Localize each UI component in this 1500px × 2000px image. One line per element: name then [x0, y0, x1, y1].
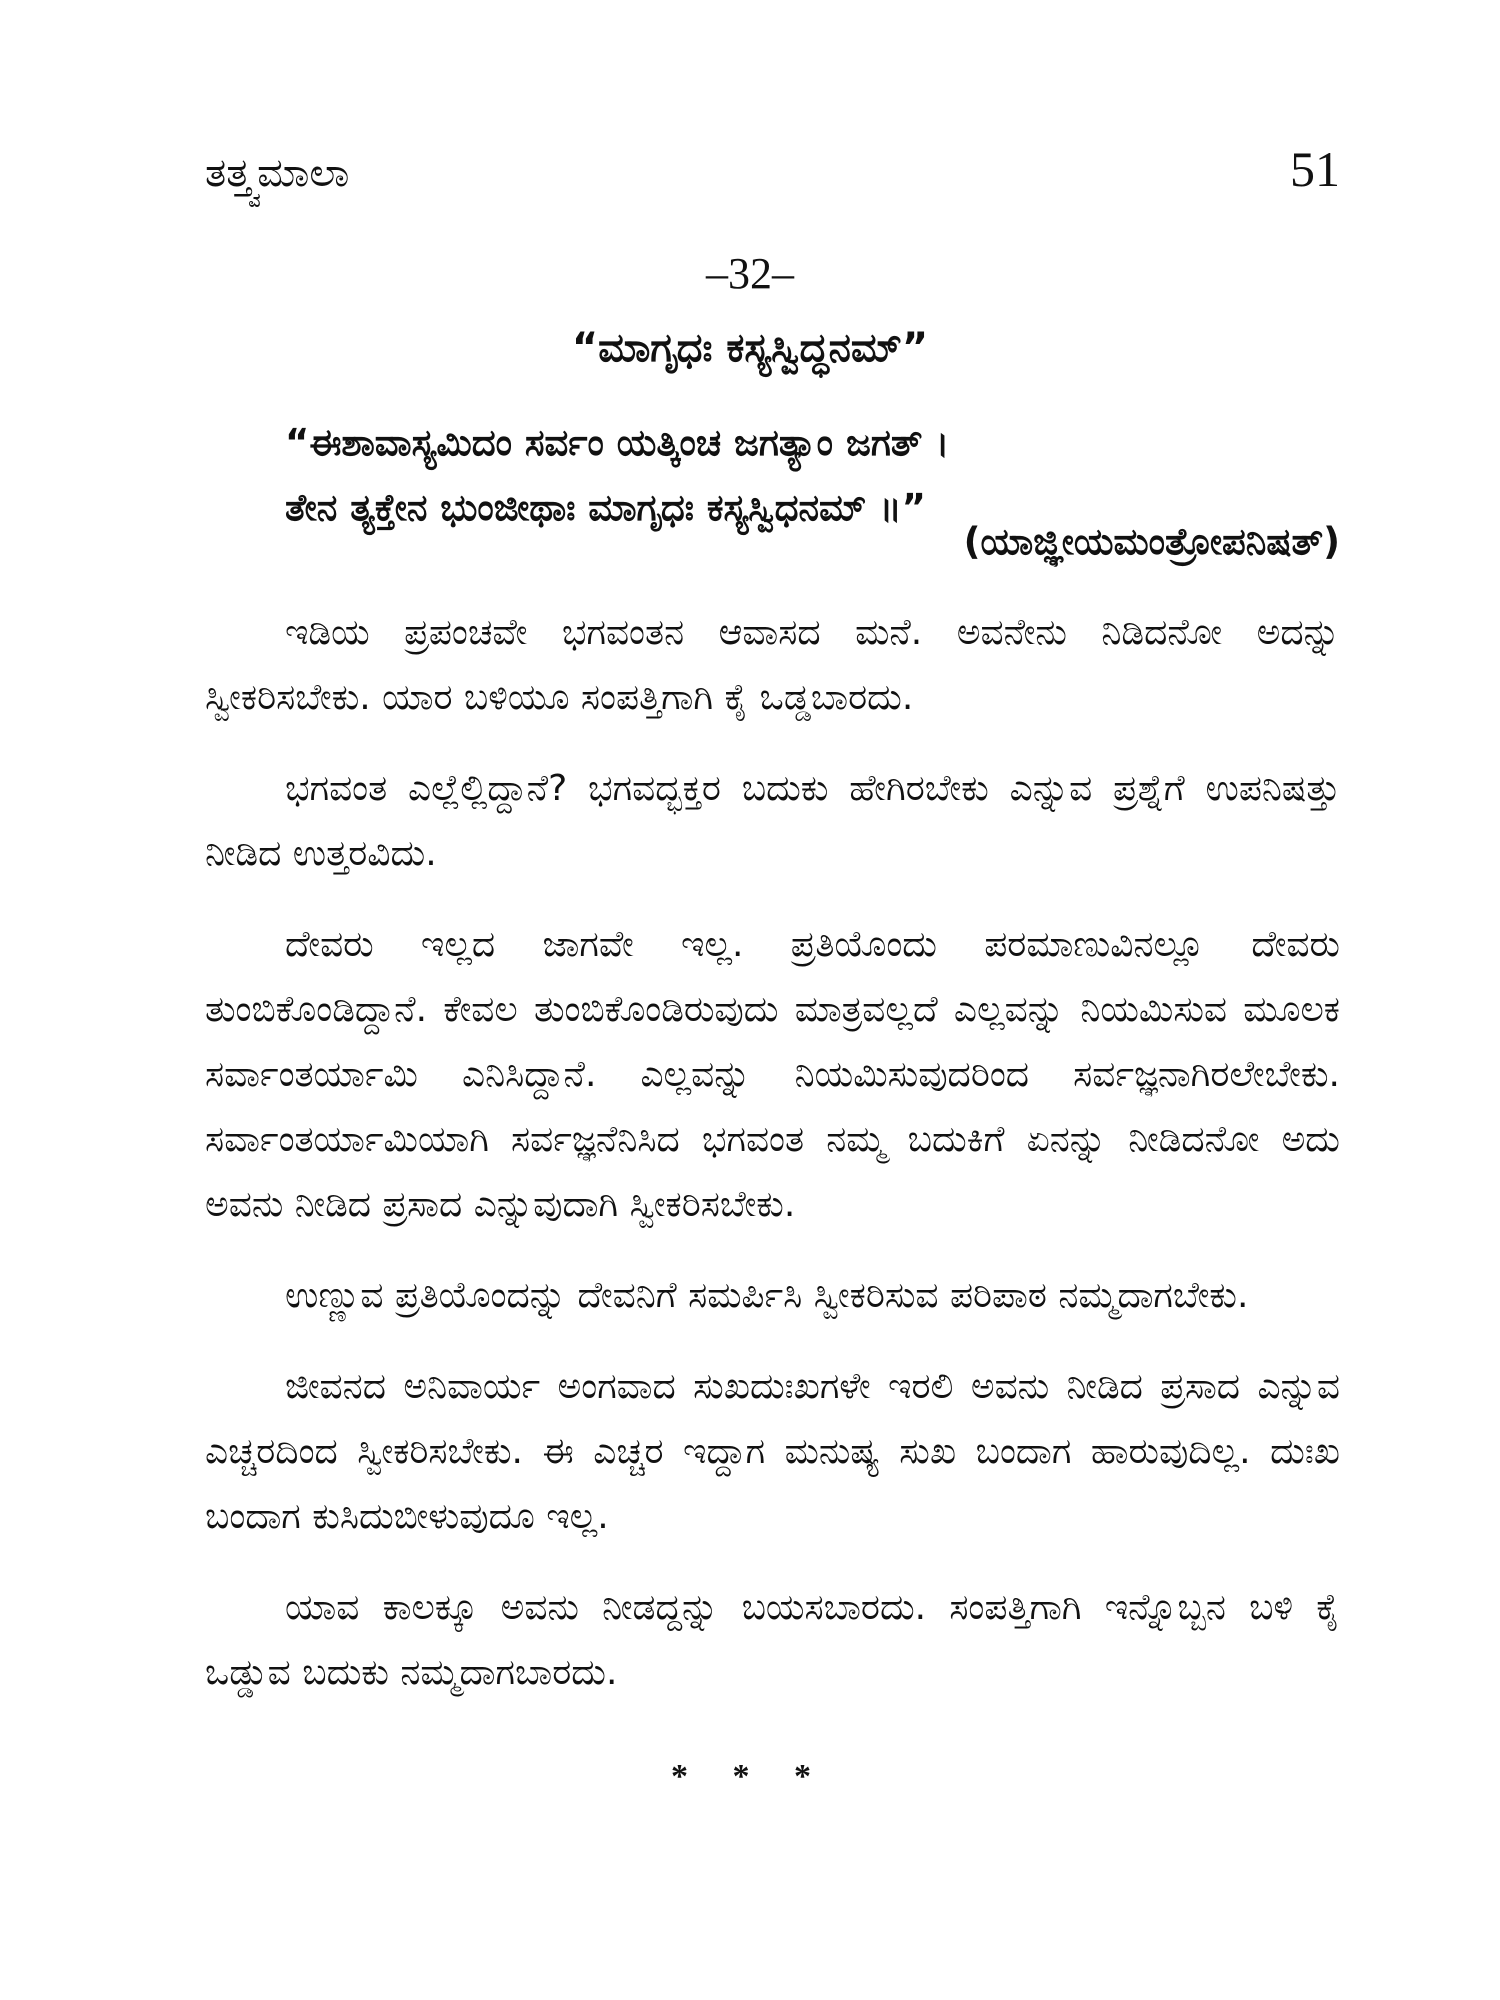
- verse-line-2: ತೇನ ತ್ಯಕ್ತೇನ ಭುಂಜೀಥಾಃ ಮಾಗೃಧಃ ಕಸ್ಯಸ್ವಿಧನಮ್ ॥”: [285, 486, 926, 529]
- paragraph: ಯಾವ ಕಾಲಕ್ಕೂ ಅವನು ನೀಡದ್ದನ್ನು ಬಯಸಬಾರದು. ಸಂಪತ್ತಿಗಾಗಿ ಇನ್ನೊಬ್ಬನ ಬಳಿ ಕೈ ಒಡ್ಡುವ ಬದುಕು ನಮ್ಮದಾಗಬಾರದು.: [205, 1587, 1340, 1693]
- paragraph: ಇಡಿಯ ಪ್ರಪಂಚವೇ ಭಗವಂತನ ಆವಾಸದ ಮನೆ. ಅವನೇನು ನಿಡಿದನೋ ಅದನ್ನು ಸ್ವೀಕರಿಸಬೇಕು. ಯಾರ ಬಳಿಯೂ ಸಂಪತ್ತಿಗಾಗಿ ಕೈ ಒಡ್ಡಬಾರದು.: [205, 612, 1340, 718]
- verse-source: (ಯಾಜ್ಞೀಯಮಂತ್ರೋಪನಿಷತ್): [963, 520, 1340, 563]
- paragraph: ಜೀವನದ ಅನಿವಾರ್ಯ ಅಂಗವಾದ ಸುಖದುಃಖಗಳೇ ಇರಲಿ ಅವನು ನೀಡಿದ ಪ್ರಸಾದ ಎನ್ನುವ ಎಚ್ಚರದಿಂದ ಸ್ವೀಕರಿಸಬೇಕು. ಈ ಎಚ್ಚರ ಇದ್ದಾಗ ಮನುಷ್ಯ ಸುಖ ಬಂದಾಗ ಹಾರುವುದಿಲ್ಲ. ದುಃಖ ಬಂದಾಗ ಕುಸಿದುಬೀಳುವುದೂ ಇಲ್ಲ.: [205, 1366, 1340, 1537]
- paragraph: ದೇವರು ಇಲ್ಲದ ಜಾಗವೇ ಇಲ್ಲ. ಪ್ರತಿಯೊಂದು ಪರಮಾಣುವಿನಲ್ಲೂ ದೇವರು ತುಂಬಿಕೊಂಡಿದ್ದಾನೆ. ಕೇವಲ ತುಂಬಿಕೊಂಡಿರುವುದು ಮಾತ್ರವಲ್ಲದೆ ಎಲ್ಲವನ್ನು ನಿಯಮಿಸುವ ಮೂಲಕ ಸರ್ವಾಂತರ್ಯಾಮಿ ಎನಿಸಿದ್ದಾನೆ. ಎಲ್ಲವನ್ನು ನಿಯಮಿಸುವುದರಿಂದ ಸರ್ವಜ್ಞನಾಗಿರಲೇಬೇಕು. ಸರ್ವಾಂತರ್ಯಾಮಿಯಾಗಿ ಸರ್ವಜ್ಞನೆನಿಸಿದ ಭಗವಂತ ನಮ್ಮ ಬದುಕಿಗೆ ಏನನ್ನು ನೀಡಿದನೋ ಅದು ಅವನು ನೀಡಿದ ಪ್ರಸಾದ ಎನ್ನುವುದಾಗಿ ಸ್ವೀಕರಿಸಬೇಕು.: [205, 924, 1340, 1225]
- running-head: ತತ್ತ್ವಮಾಲಾ: [205, 150, 350, 196]
- section-end-ornament: * * *: [671, 1758, 829, 1795]
- paragraph: ಭಗವಂತ ಎಲ್ಲೆಲ್ಲಿದ್ದಾನೆ? ಭಗವದ್ಭಕ್ತರ ಬದುಕು ಹೇಗಿರಬೇಕು ಎನ್ನುವ ಪ್ರಶ್ನೆಗೆ ಉಪನಿಷತ್ತು ನೀಡಿದ ಉತ್ತರವಿದು.: [205, 768, 1340, 874]
- paragraph: ಉಣ್ಣುವ ಪ್ರತಿಯೊಂದನ್ನು ದೇವನಿಗೆ ಸಮರ್ಪಿಸಿ ಸ್ವೀಕರಿಸುವ ಪರಿಪಾಠ ನಮ್ಮದಾಗಬೇಕು.: [285, 1275, 1249, 1316]
- verse-block: [285, 410, 949, 540]
- chapter-number: –32–: [706, 249, 794, 298]
- chapter-title: “ಮಾಗೃಧಃ ಕಸ್ಯಸ್ವಿದ್ಧನಮ್”: [571, 325, 929, 371]
- verse-line-1: “ಈಶಾವಾಸ್ಯಮಿದಂ ಸರ್ವಂ ಯತ್ಕಿಂಚ ಜಗತ್ಯಾಂ ಜಗತ್ ।: [285, 421, 950, 464]
- page-number: 51: [1290, 141, 1340, 197]
- body-text: [205, 600, 1340, 1731]
